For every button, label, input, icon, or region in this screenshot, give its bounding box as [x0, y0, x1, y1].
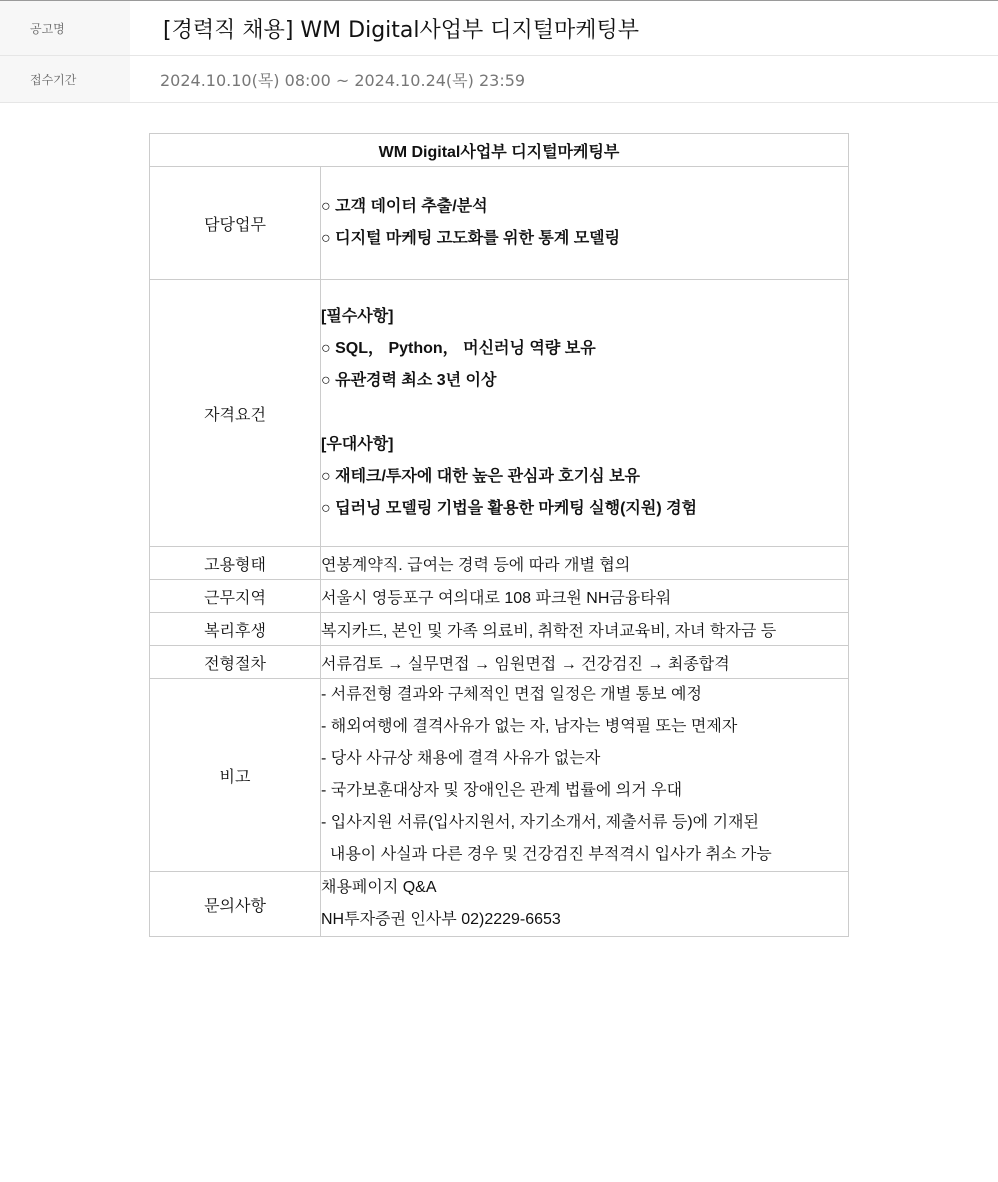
- preferred-heading: [우대사항]: [321, 436, 394, 453]
- job-description-table: [149, 133, 849, 937]
- welfare-row: [150, 613, 849, 646]
- contact-item: NH투자증권 인사부 02)2229-6653: [321, 911, 561, 928]
- employment-label: 고용형태: [150, 547, 321, 580]
- contact-content: [321, 872, 849, 937]
- duties-content: [321, 167, 849, 280]
- note-item: - 서류전형 결과와 구체적인 면접 일정은 개별 통보 예정: [321, 686, 702, 703]
- duties-row: [150, 167, 849, 280]
- note-item: 내용이 사실과 다른 경우 및 건강검진 부적격시 입사가 취소 가능: [321, 846, 772, 863]
- location-value: 서울시 영등포구 여의대로 108 파크원 NH금융타워: [321, 580, 849, 613]
- location-row: [150, 580, 849, 613]
- contact-label: 문의사항: [150, 872, 321, 937]
- notes-content: [321, 679, 849, 872]
- duty-item: ○ 고객 데이터 추출/분석: [321, 198, 488, 215]
- process-row: [150, 646, 849, 679]
- title-label: 공고명: [0, 1, 130, 55]
- note-item: - 입사지원 서류(입사지원서, 자기소개서, 제출서류 등)에 기재된: [321, 814, 759, 831]
- preferred-item: ○ 딥러닝 모델링 기법을 활용한 마케팅 실행(지원) 경험: [321, 500, 698, 517]
- note-item: - 당사 사규상 채용에 결격 사유가 없는자: [321, 750, 601, 767]
- notes-label: 비고: [150, 679, 321, 872]
- qualifications-content: [321, 280, 849, 547]
- table-caption: WM Digital사업부 디지털마케팅부: [150, 134, 849, 167]
- required-heading: [필수사항]: [321, 308, 394, 325]
- welfare-value: 복지카드, 본인 및 가족 의료비, 취학전 자녀교육비, 자녀 학자금 등: [321, 613, 849, 646]
- application-period: 2024.10.10(목) 08:00 ~ 2024.10.24(목) 23:59: [160, 70, 526, 90]
- employment-value: 연봉계약직. 급여는 경력 등에 따라 개별 협의: [321, 547, 849, 580]
- qualifications-label: 자격요건: [150, 280, 321, 547]
- qualifications-row: [150, 280, 849, 547]
- contact-row: [150, 872, 849, 937]
- title-row: [0, 1, 998, 56]
- employment-row: [150, 547, 849, 580]
- location-label: 근무지역: [150, 580, 321, 613]
- note-item: - 해외여행에 결격사유가 없는 자, 남자는 병역필 또는 면제자: [321, 718, 738, 735]
- posting-header: [0, 0, 998, 103]
- welfare-label: 복리후생: [150, 613, 321, 646]
- duty-item: ○ 디지털 마케팅 고도화를 위한 통계 모델링: [321, 230, 621, 247]
- duties-label: 담당업무: [150, 167, 321, 280]
- posting-title: [경력직 채용] WM Digital사업부 디지털마케팅부: [163, 17, 640, 43]
- preferred-item: ○ 재테크/투자에 대한 높은 관심과 호기심 보유: [321, 468, 640, 485]
- required-item: ○ SQL， Python， 머신러닝 역량 보유: [321, 340, 596, 357]
- period-row: [0, 56, 998, 103]
- process-value: 서류검토 → 실무면접 → 임원면접 → 건강검진 → 최종합격: [321, 646, 849, 679]
- period-label: 접수기간: [0, 56, 130, 102]
- required-item: ○ 유관경력 최소 3년 이상: [321, 372, 497, 389]
- notes-row: [150, 679, 849, 872]
- note-item: - 국가보훈대상자 및 장애인은 관계 법률에 의거 우대: [321, 782, 683, 799]
- process-label: 전형절차: [150, 646, 321, 679]
- contact-item: 채용페이지 Q&A: [321, 879, 437, 896]
